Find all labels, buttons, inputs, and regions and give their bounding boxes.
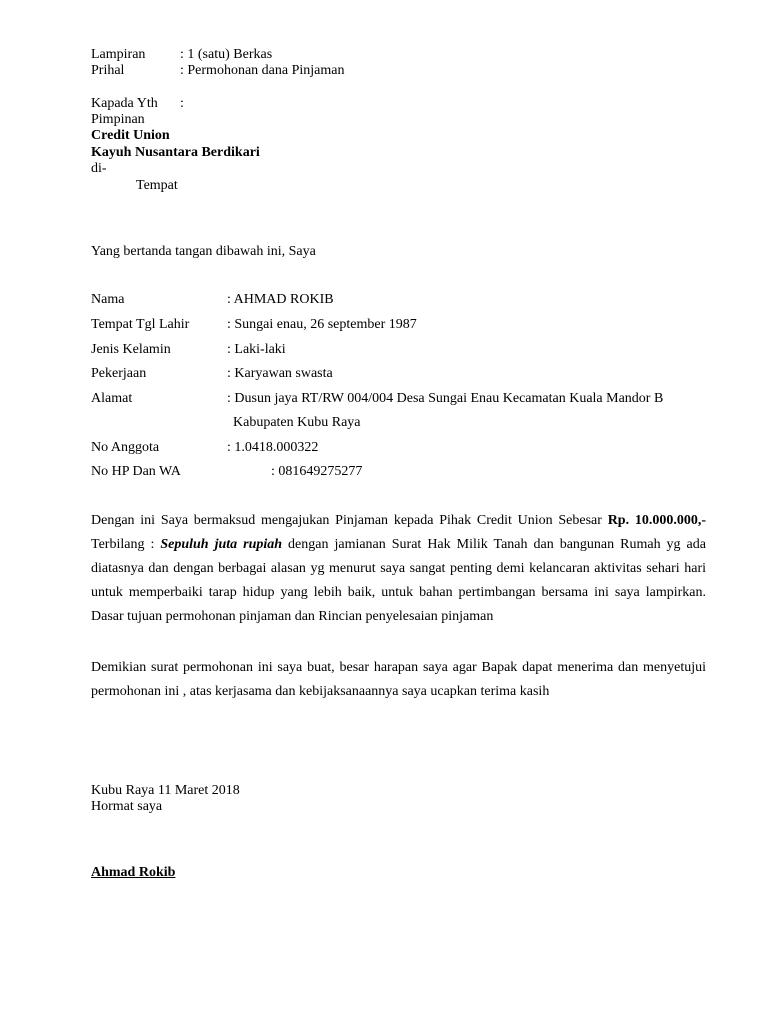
body-paragraph-2: Demikian surat permohonan ini saya buat, besar harapan saya agar Bapak dapat menerima dan menyetujui permohonan ini , atas kerjasama dan kebijaksanaannya saya ucapkan terima kasih bbox=[91, 660, 706, 699]
recipient-organization: Credit Union bbox=[91, 128, 170, 143]
identity-label: Nama bbox=[91, 292, 125, 307]
identity-label: Jenis Kelamin bbox=[91, 342, 171, 357]
recipient-title: Pimpinan bbox=[91, 112, 145, 127]
identity-label: Tempat Tgl Lahir bbox=[91, 317, 190, 332]
recipient-place: Tempat bbox=[136, 178, 178, 193]
identity-row bbox=[91, 317, 691, 333]
loan-amount: Rp. 10.000.000,- bbox=[607, 513, 707, 528]
lampiran-value: : 1 (satu) Berkas bbox=[180, 47, 273, 62]
identity-row bbox=[91, 292, 691, 308]
body-paragraph-1 bbox=[91, 509, 706, 629]
signature-name: Ahmad Rokib bbox=[91, 865, 176, 880]
recipient-di: di- bbox=[91, 161, 107, 176]
recipient-organization-name: Kayuh Nusantara Berdikari bbox=[91, 145, 260, 160]
identity-value: : 081649275277 bbox=[271, 464, 363, 479]
kepada-colon: : bbox=[180, 96, 184, 111]
kepada-label: Kapada Yth bbox=[91, 96, 158, 111]
body-text: Dengan ini Saya bermaksud mengajukan Pinjaman kepada Pihak Credit Union Sebesar bbox=[91, 513, 608, 528]
prihal-label: Prihal bbox=[91, 63, 125, 78]
body-text: Terbilang : bbox=[91, 537, 161, 552]
kepada-row bbox=[91, 96, 291, 112]
identity-value: : AHMAD ROKIB bbox=[227, 292, 334, 307]
identity-label: Alamat bbox=[91, 391, 133, 406]
identity-value: : Dusun jaya RT/RW 004/004 Desa Sungai Enau Kecamatan Kuala Mandor B bbox=[227, 391, 664, 406]
identity-row bbox=[91, 342, 691, 358]
lampiran-row bbox=[91, 47, 391, 63]
regards: Hormat saya bbox=[91, 799, 163, 814]
lampiran-label: Lampiran bbox=[91, 47, 146, 62]
prihal-value: : Permohonan dana Pinjaman bbox=[180, 63, 345, 78]
identity-label: No Anggota bbox=[91, 440, 160, 455]
opening-line: Yang bertanda tangan dibawah ini, Saya bbox=[91, 244, 316, 259]
identity-value: : Karyawan swasta bbox=[227, 366, 333, 381]
identity-row bbox=[91, 440, 691, 456]
identity-value: : 1.0418.000322 bbox=[227, 440, 319, 455]
identity-label: Pekerjaan bbox=[91, 366, 147, 381]
place-date: Kubu Raya 11 Maret 2018 bbox=[91, 783, 240, 798]
prihal-row bbox=[91, 63, 391, 79]
identity-row bbox=[91, 391, 711, 431]
identity-row bbox=[91, 464, 691, 480]
body-text: dengan jamianan Surat Hak Milik Tanah dan bangunan Rumah yg ada diatasnya dan dengan berbagai alasan yg menurut saya sangat penting demi kelancaran aktivitas sehari hari untuk memperbaiki tarap hidup yang lebih baik, untuk bahan pertimbangan bersama ini saya lampirkan. Dasar tujuan permohonan pinjaman dan Rincian penyelesaian pinjaman bbox=[91, 537, 706, 624]
identity-label: No HP Dan WA bbox=[91, 464, 181, 479]
loan-amount-words: Sepuluh juta rupiah bbox=[160, 537, 283, 552]
identity-value: : Laki-laki bbox=[227, 342, 286, 357]
identity-row bbox=[91, 366, 691, 382]
identity-value-continued: Kabupaten Kubu Raya bbox=[233, 415, 361, 430]
identity-value: : Sungai enau, 26 september 1987 bbox=[227, 317, 417, 332]
